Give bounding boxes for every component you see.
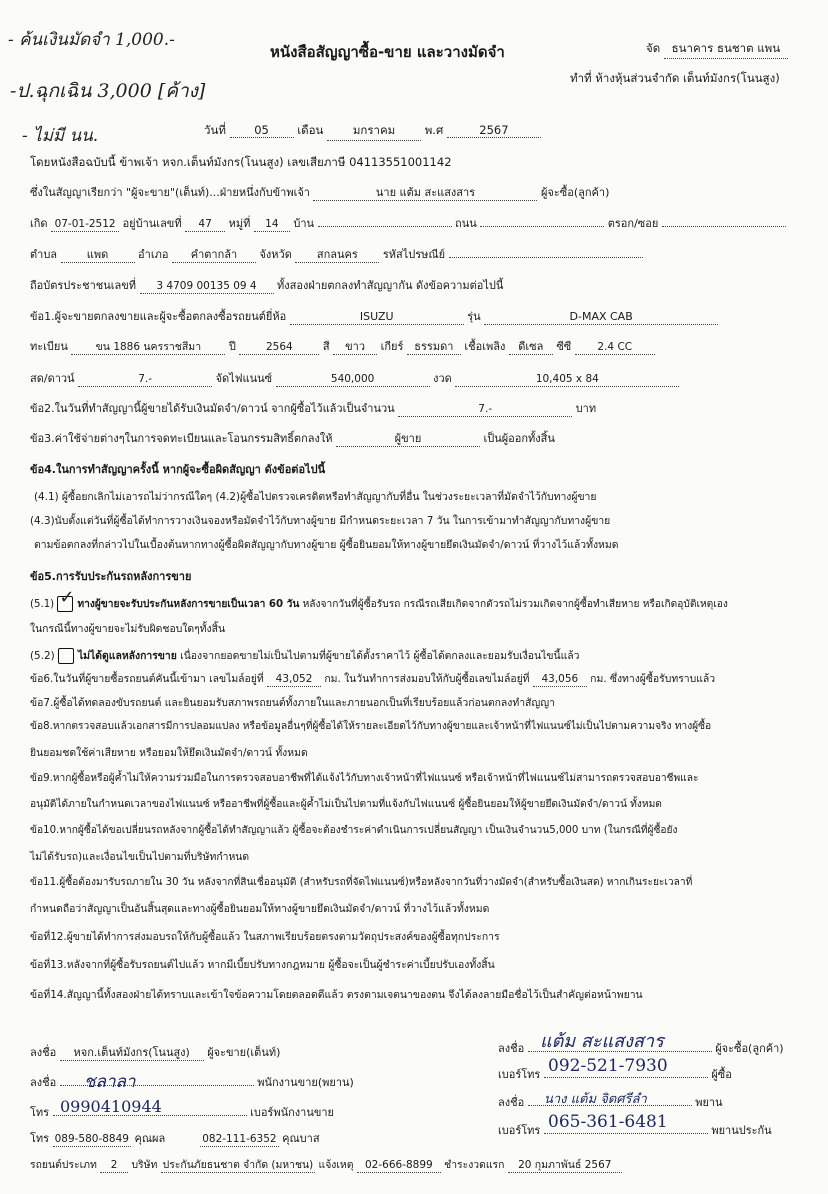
vehicle-year: 2564 bbox=[239, 340, 319, 355]
clause-5-2: (5.2) ไม่ได้ดูแลหลังการขาย เนื่องจากยอดขายไม่เป็นไปตามที่ผู้ขายได้ตั้งราคาไว้ ผู้ซื้อได้ตกลงและยอมรับเงื่อนไขนี้แล้ว bbox=[30, 650, 580, 662]
insurance-company: ประกันภัยธนชาต จำกัด (มหาชน) bbox=[162, 1159, 314, 1171]
seller-signature-row: ลงชื่อ หจก.เต็นท์มังกร(โนนสูง) ผู้จะขาย(เต็นท์) bbox=[30, 1046, 281, 1059]
margin-note-deposit: - ค้นเงินมัดจำ 1,000.- bbox=[8, 30, 175, 50]
margin-note-insurance: -ป.ฉุกเฉิน 3,000 [ค้าง] bbox=[10, 80, 206, 102]
clause-2: ข้อ2.ในวันที่ทำสัญญานี้ผู้ขายได้รับเงินมัดจำ/ดาวน์ จากผู้ซื้อไว้แล้วเป็นจำนวน 7.- บาท bbox=[30, 402, 597, 415]
buyer-id-number: 3 4709 00135 09 4 bbox=[140, 279, 274, 294]
buyer-birthdate: 07-01-2512 bbox=[51, 217, 119, 232]
header-date: วันที่ 05 เดือน มกราคม พ.ศ 2567 bbox=[204, 122, 541, 141]
clause-7: ข้อ7.ผู้ซื้อได้ทดลองขับรถยนต์ และยินยอมรับสภาพรถยนต์ทั้งภายในและภายนอกเป็นที่เรียบร้อยแล้วก่อนตกลงทำสัญญา bbox=[30, 697, 555, 709]
buyer-phone: 092-521-7930 bbox=[548, 1056, 668, 1076]
clause-10a: ข้อ10.หากผู้ซื้อได้ขอเปลี่ยนรถหลังจากผู้ซื้อได้ทำสัญญาแล้ว ผู้ซื้อจะต้องชำระค่าดำเนินการเปลี่ยนสัญญา เป็นเงินจำนวน5,000 บาท (ในกรณีที่ผู้ซื้อยัง bbox=[30, 825, 678, 836]
insurance-notify-phone: 02-666-8899 bbox=[357, 1158, 441, 1173]
witness-phone-line bbox=[544, 1133, 708, 1134]
parties-address: เกิด 07-01-2512 อยู่บ้านเลขที่ 47 หมู่ที่ 14 บ้าน ถนน ตรอก/ซอย bbox=[30, 217, 786, 232]
clause-11a: ข้อ11.ผู้ซื้อต้องมารับรถภายใน 30 วัน หลังจากที่สินเชื่ออนุมัติ (สำหรับรถที่จัดไฟแนนซ์)หรือหลังจากวันที่วางมัดจำ(สำหรับซื้อเงินสด) หากเกินระยะเวลาที่ bbox=[30, 877, 693, 888]
vehicle-line-3: สด/ดาวน์ 7.- จัดไฟแนนซ์ 540,000 งวด 10,405 x 84 bbox=[30, 372, 679, 387]
clause-5-1b: ในกรณีนี้ทางผู้ขายจะไม่รับผิดชอบใดๆทั้งสิ้น bbox=[30, 623, 226, 635]
vehicle-model: D-MAX CAB bbox=[484, 310, 718, 325]
clause-8b: ยินยอมชดใช้ค่าเสียหาย หรือยอมให้ยึดเงินมัดจำ/ดาวน์ ทั้งหมด bbox=[30, 747, 308, 759]
first-payment-date: 20 กุมภาพันธ์ 2567 bbox=[508, 1158, 622, 1173]
office-phone-1: 089-580-8849 bbox=[54, 1133, 129, 1145]
buyer-moo: 14 bbox=[254, 217, 290, 232]
vehicle-installments: 10,405 x 84 bbox=[455, 372, 679, 387]
buyer-road bbox=[480, 226, 604, 227]
witness-phone-row: เบอร์โทร พยานประกัน bbox=[498, 1124, 772, 1137]
parties-district: ตำบล แพด อำเภอ คำตากล้า จังหวัด สกลนคร รหัสไปรษณีย์ bbox=[30, 248, 643, 263]
buyer-phone-line bbox=[544, 1077, 708, 1078]
buyer-signature: แต้ม สะแสงสาร bbox=[540, 1031, 664, 1052]
header-made-at-value: ห้างหุ้นส่วนจำกัด เต็นท์มังกร(โนนสูง) bbox=[595, 71, 780, 85]
vehicle-finance-amount: 540,000 bbox=[276, 372, 430, 387]
check-mark-icon: ✓ bbox=[59, 587, 75, 608]
date-day: 05 bbox=[230, 123, 294, 138]
buyer-phone-row: เบอร์โทร ผู้ซื้อ bbox=[498, 1068, 732, 1081]
document-title: หนังสือสัญญาซื้อ-ขาย และวางมัดจำ bbox=[270, 43, 505, 61]
clause-4-1: (4.1) ผู้ซื้อยกเลิกไม่เอารถไม่ว่ากรณีใดๆ (4.2)ผู้ซื้อไปตรวจเครดิตหรือทำสัญญากับที่อื่น ในช่วงระยะเวลาที่มัดจำไว้กับทางผู้ขาย bbox=[34, 491, 597, 503]
clause-11b: กำหนดถือว่าสัญญาเป็นอันสิ้นสุดและทางผู้ซื้อยินยอมให้ทางผู้ขายยึดเงินมัดจำ/ดาวน์ ที่วางไว้แล้วทั้งหมด bbox=[30, 903, 490, 915]
clause-3-party: ผู้ขาย bbox=[336, 432, 480, 447]
buyer-zip bbox=[449, 257, 643, 258]
clause-12: ข้อที่12.ผู้ขายได้ทำการส่งมอบรถให้กับผู้ซื้อแล้ว ในสภาพเรียบร้อยตรงตามวัตถุประสงค์ของผู้ซื้อทุกประการ bbox=[30, 931, 500, 943]
clause-6: ข้อ6.ในวันที่ผู้ขายซื้อรถยนต์คันนี้เข้ามา เลขไมล์อยู่ที่ 43,052 กม. ในวันทำการส่งมอบให้กับผู้ซื้อเลขไมล์อยู่ที่ 43,056 กม. ซึ่งทางผู้ซื้อรับทราบแล้ว bbox=[30, 673, 716, 685]
margin-note-no-plate: - ไม่มี นน. bbox=[22, 126, 99, 146]
insurance-type: 2 bbox=[100, 1158, 128, 1173]
clause-14: ข้อที่14.สัญญานี้ทั้งสองฝ่ายได้ทราบและเข้าใจข้อความโดยตลอดดีแล้ว ตรงตามเจตนาของตน จึงได้ลงลายมือชื่อไว้เป็นสำคัญต่อหน้าพยาน bbox=[30, 989, 643, 1001]
office-phone-2: 082-111-6352 bbox=[202, 1133, 277, 1145]
vehicle-fuel: ดีเซล bbox=[509, 340, 553, 355]
clause-5-heading: ข้อ5.การรับประกันรถหลังการขาย bbox=[30, 570, 192, 583]
clause-4-3b: ตามข้อตกลงที่กล่าวไปในเบื้องต้นหากทางผู้ซื้อผิดสัญญากับทางผู้ขาย ผู้ซื้อยินยอมให้ทางผู้ขายยึดเงินมัดจำ/ดาวน์ ที่วางไว้แล้วทั้งหมด bbox=[34, 539, 619, 551]
parties-id-card: ถือบัตรประชาชนเลขที่ 3 4709 00135 09 4 ทั้งสองฝ่ายตกลงทำสัญญากัน ดังข้อความต่อไปนี้ bbox=[30, 279, 504, 292]
clause-9a: ข้อ9.หากผู้ซื้อหรือผู้ค้ำไม่ให้ความร่วมมือในการตรวจสอบอาชีพที่ได้แจ้งไว้กับทางเจ้าหน้าที่ไฟแนนซ์ หรือเจ้าหน้าที่ไฟแนนซ์ไม่สามารถตรวจสอบอาชีพและ bbox=[30, 773, 699, 784]
vehicle-color: ขาว bbox=[333, 340, 377, 355]
clause-2-amount: 7.- bbox=[398, 402, 572, 417]
buyer-village bbox=[318, 226, 452, 227]
clause-4-3a: (4.3)นับตั้งแต่วันที่ผู้ซื้อได้ทำการวางเงินจองหรือมัดจำไว้กับทางผู้ขาย มีกำหนดระยะเวลา 7 วัน ในการเข้ามาทำสัญญากับทางผู้ขาย bbox=[30, 515, 611, 527]
buyer-house-number: 47 bbox=[185, 217, 225, 232]
clause-8a: ข้อ8.หากตรวจสอบแล้วเอกสารมีการปลอมแปลง หรือข้อมูลอื่นๆที่ผู้ซื้อได้ให้รายละเอียดไว้กับทางผู้ขายและเจ้าหน้าที่ไฟแนนซ์ไม่เป็นไปตามความจริง ทางผู้ซื้อ bbox=[30, 721, 712, 732]
mileage-purchase: 43,052 bbox=[267, 672, 321, 687]
clause-3: ข้อ3.ค่าใช้จ่ายต่างๆในการจดทะเบียนและโอนกรรมสิทธิ์ตกลงให้ ผู้ขาย เป็นผู้ออกทั้งสิ้น bbox=[30, 432, 555, 445]
buyer-tambon: แพด bbox=[61, 248, 135, 263]
witness-signature-row: ลงชื่อ พยาน bbox=[498, 1096, 723, 1109]
date-year: 2567 bbox=[447, 123, 541, 138]
header-at: จัด ธนาคาร ธนชาต แพน bbox=[646, 40, 788, 59]
mileage-delivery: 43,056 bbox=[533, 672, 587, 687]
vehicle-brand: ISUZU bbox=[290, 310, 464, 325]
staff-phone-row: โทร เบอร์พนักงานขาย bbox=[30, 1106, 334, 1119]
clause-5-1: (5.1) ✓ ทางผู้ขายจะรับประกันหลังการขายเป็นเวลา 60 วัน หลังจากวันที่ผู้ซื้อรับรถ กรณีรถเสียเกิดจากตัวรถไม่รวมเกิดจากผู้ซื้อทำเสียหาย หรือเกิดอุบัติเหตุเอง bbox=[30, 587, 728, 610]
vehicle-line-2: ทะเบียน ขน 1886 นครราชสีมา ปี 2564 สี ขาว เกียร์ ธรรมดา เชื้อเพลิง ดีเซล ซีซี 2.4 CC bbox=[30, 340, 655, 355]
parties-line-1: โดยหนังสือฉบับนี้ ข้าพเจ้า หจก.เต็นท์มังกร(โนนสูง) เลขเสียภาษี 04113551001142 bbox=[30, 155, 452, 169]
warranty-checkbox[interactable] bbox=[57, 587, 75, 612]
clause-9b: อนุมัติได้ภายในกำหนดเวลาของไฟแนนซ์ หรืออาชีพที่ผู้ซื้อและผู้ค้ำไม่เป็นไปตามที่แจ้งกับไฟแนนซ์ ผู้ซื้อยินยอมให้ผู้ขายยึดเงินมัดจำ/ดาวน์ ทั้งหมด bbox=[30, 799, 662, 810]
clause-10b: ไม่ได้รับรถ)และเงื่อนไขเป็นไปตามที่บริษัทกำหนด bbox=[30, 851, 250, 863]
buyer-province: สกลนคร bbox=[295, 248, 379, 263]
office-phones-row: โทร 089-580-8849 คุณผล 082-111-6352 คุณบาส bbox=[30, 1132, 320, 1145]
staff-signature-row: ลงชื่อ พนักงานขาย(พยาน) bbox=[30, 1076, 354, 1089]
vehicle-registration: ขน 1886 นครราชสีมา bbox=[71, 340, 225, 355]
buyer-name: นาย แต้ม สะแสงสาร bbox=[313, 186, 537, 201]
buyer-amphoe: คำตากล้า bbox=[172, 248, 256, 263]
vehicle-gear: ธรรมดา bbox=[407, 340, 461, 355]
header-made-at: ทำที่ ห้างหุ้นส่วนจำกัด เต็นท์มังกร(โนนสูง) bbox=[570, 71, 780, 85]
staff-phone: 0990410944 bbox=[60, 1097, 162, 1116]
vehicle-down-payment: 7.- bbox=[78, 372, 212, 387]
header-at-value: ธนาคาร ธนชาต แพน bbox=[664, 40, 788, 59]
buyer-soi bbox=[662, 226, 786, 227]
parties-line-2: ซึ่งในสัญญาเรียกว่า "ผู้จะขาย"(เต็นท์)...ฝ่ายหนึ่งกับข้าพเจ้า นาย แต้ม สะแสงสาร ผู้จะซื้อ(ลูกค้า) bbox=[30, 186, 610, 199]
witness-signature: นาง แต้ม จิตศรีลำ bbox=[544, 1092, 647, 1107]
witness-phone: 065-361-6481 bbox=[548, 1112, 668, 1132]
insurance-footer: รถยนต์ประเภท 2 บริษัท ประกันภัยธนชาต จำกัด (มหาชน) แจ้งเหตุ 02-666-8899 ชำระงวดแรก 20 กุมภาพันธ์ 2567 bbox=[30, 1158, 622, 1173]
date-month: มกราคม bbox=[327, 122, 421, 141]
clause-13: ข้อที่13.หลังจากที่ผู้ซื้อรับรถยนต์ไปแล้ว หากมีเบี้ยปรับทางกฎหมาย ผู้ซื้อจะเป็นผู้ชำระค่าเบี้ยปรับเองทั้งสิ้น bbox=[30, 959, 495, 971]
vehicle-cc: 2.4 CC bbox=[575, 340, 655, 355]
staff-signature: ชลาลา bbox=[84, 1072, 136, 1092]
no-warranty-checkbox[interactable] bbox=[58, 648, 74, 664]
clause-4-heading: ข้อ4.ในการทำสัญญาครั้งนี้ หากผู้จะซื้อผิดสัญญา ดังข้อต่อไปนี้ bbox=[30, 463, 326, 476]
seller-name: หจก.เต็นท์มังกร(โนนสูง) bbox=[60, 1046, 204, 1061]
vehicle-line-1: ข้อ1.ผู้จะขายตกลงขายและผู้จะซื้อตกลงซื้อรถยนต์ยี่ห้อ ISUZU รุ่น D-MAX CAB bbox=[30, 310, 718, 325]
buyer-signature-row: ลงชื่อ ผู้จะซื้อ(ลูกค้า) bbox=[498, 1042, 784, 1055]
